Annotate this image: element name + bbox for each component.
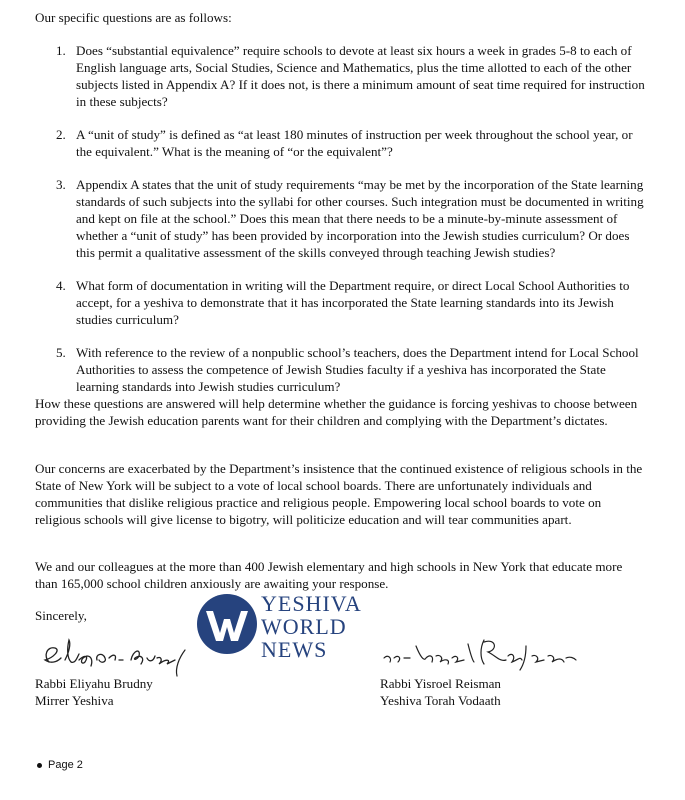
signer-right-name: Rabbi Yisroel Reisman xyxy=(380,676,501,691)
yeshiva-world-news-watermark xyxy=(196,591,396,671)
question-number: 5. xyxy=(56,345,66,360)
signer-left-name: Rabbi Eliyahu Brudny xyxy=(35,676,153,691)
question-number: 1. xyxy=(56,43,66,58)
question-number: 3. xyxy=(56,177,66,192)
question-item xyxy=(35,277,645,328)
signer-left xyxy=(35,675,153,709)
watermark-wordmark xyxy=(261,593,362,662)
question-item xyxy=(35,42,645,110)
closing-line: Sincerely, xyxy=(35,608,87,623)
question-number: 4. xyxy=(56,278,66,293)
body-paragraph: How these questions are answered will help determine whether the guidance is forcing yeshivas to choose between providing the Jewish education parents want for their children and complying with the Department’s dictates. xyxy=(35,396,638,428)
question-text: Does “substantial equivalence” require schools to devote at least six hours a week in grades 5-8 to each of English language arts, Social Studies, Science and Mathematics, plus the time allotted to each of the other subjects listed in Appendix A? If it does not, is there a minimum amount of seat time required for instruction in these subjects? xyxy=(76,43,645,109)
question-item xyxy=(35,344,645,395)
watermark-line: YESHIVA xyxy=(261,591,362,616)
signature-right-image xyxy=(380,634,580,674)
question-text: A “unit of study” is defined as “at least 180 minutes of instruction per week throughout the school year, or the equivalent.” What is the meaning of “or the equivalent”? xyxy=(76,127,633,159)
question-text: What form of documentation in writing will the Department require, or direct Local School Authorities to accept, for a yeshiva to demonstrate that it has incorporated the State learning standards into its Jewish studies curriculum? xyxy=(76,278,630,327)
question-item xyxy=(35,176,645,261)
watermark-line: NEWS xyxy=(261,637,328,662)
intro-line: Our specific questions are as follows: xyxy=(35,10,232,25)
questions-list xyxy=(35,42,645,411)
signer-right-org: Yeshiva Torah Vodaath xyxy=(380,693,501,708)
question-number: 2. xyxy=(56,127,66,142)
question-text: With reference to the review of a nonpublic school’s teachers, does the Department intend for Local School Authorities to assess the competence of Jewish Studies faculty if a yeshiva has incorporated the State learning standards into Jewish studies curriculum? xyxy=(76,345,639,394)
page-footer xyxy=(37,759,83,771)
body-paragraph: Our concerns are exacerbated by the Department’s insistence that the continued existence of religious schools in the State of New York will be subject to a vote of local school boards. There are unfortunately individuals and communities that dislike religious practice and religious people. Empowering local school boards to vote on religious schools will give license to bigotry, will politicize education and will tear communities apart. xyxy=(35,461,643,527)
bullet-icon xyxy=(37,763,42,768)
signer-left-org: Mirrer Yeshiva xyxy=(35,693,114,708)
page-number: Page 2 xyxy=(48,759,83,771)
ywn-logo-icon xyxy=(196,591,258,657)
question-item xyxy=(35,126,645,160)
body-paragraph: We and our colleagues at the more than 400 Jewish elementary and high schools in New York that educate more than 165,000 school children anxiously are awaiting your response. xyxy=(35,559,623,591)
signer-right xyxy=(380,675,501,709)
watermark-line: WORLD xyxy=(261,614,347,639)
signature-left-image xyxy=(35,630,195,678)
question-text: Appendix A states that the unit of study requirements “may be met by the incorporation of the State learning standards of such subjects into the syllabi for other courses. Such integration must be documented in writing and kept on file at the school.” Does this mean that there needs to be a minute-by-minute assessment of whether a “unit of study” has been provided by incorporation into the Jewish studies curriculum? Or does this permit a qualitative assessment of the skills conveyed through teaching Jewish studies? xyxy=(76,177,644,260)
